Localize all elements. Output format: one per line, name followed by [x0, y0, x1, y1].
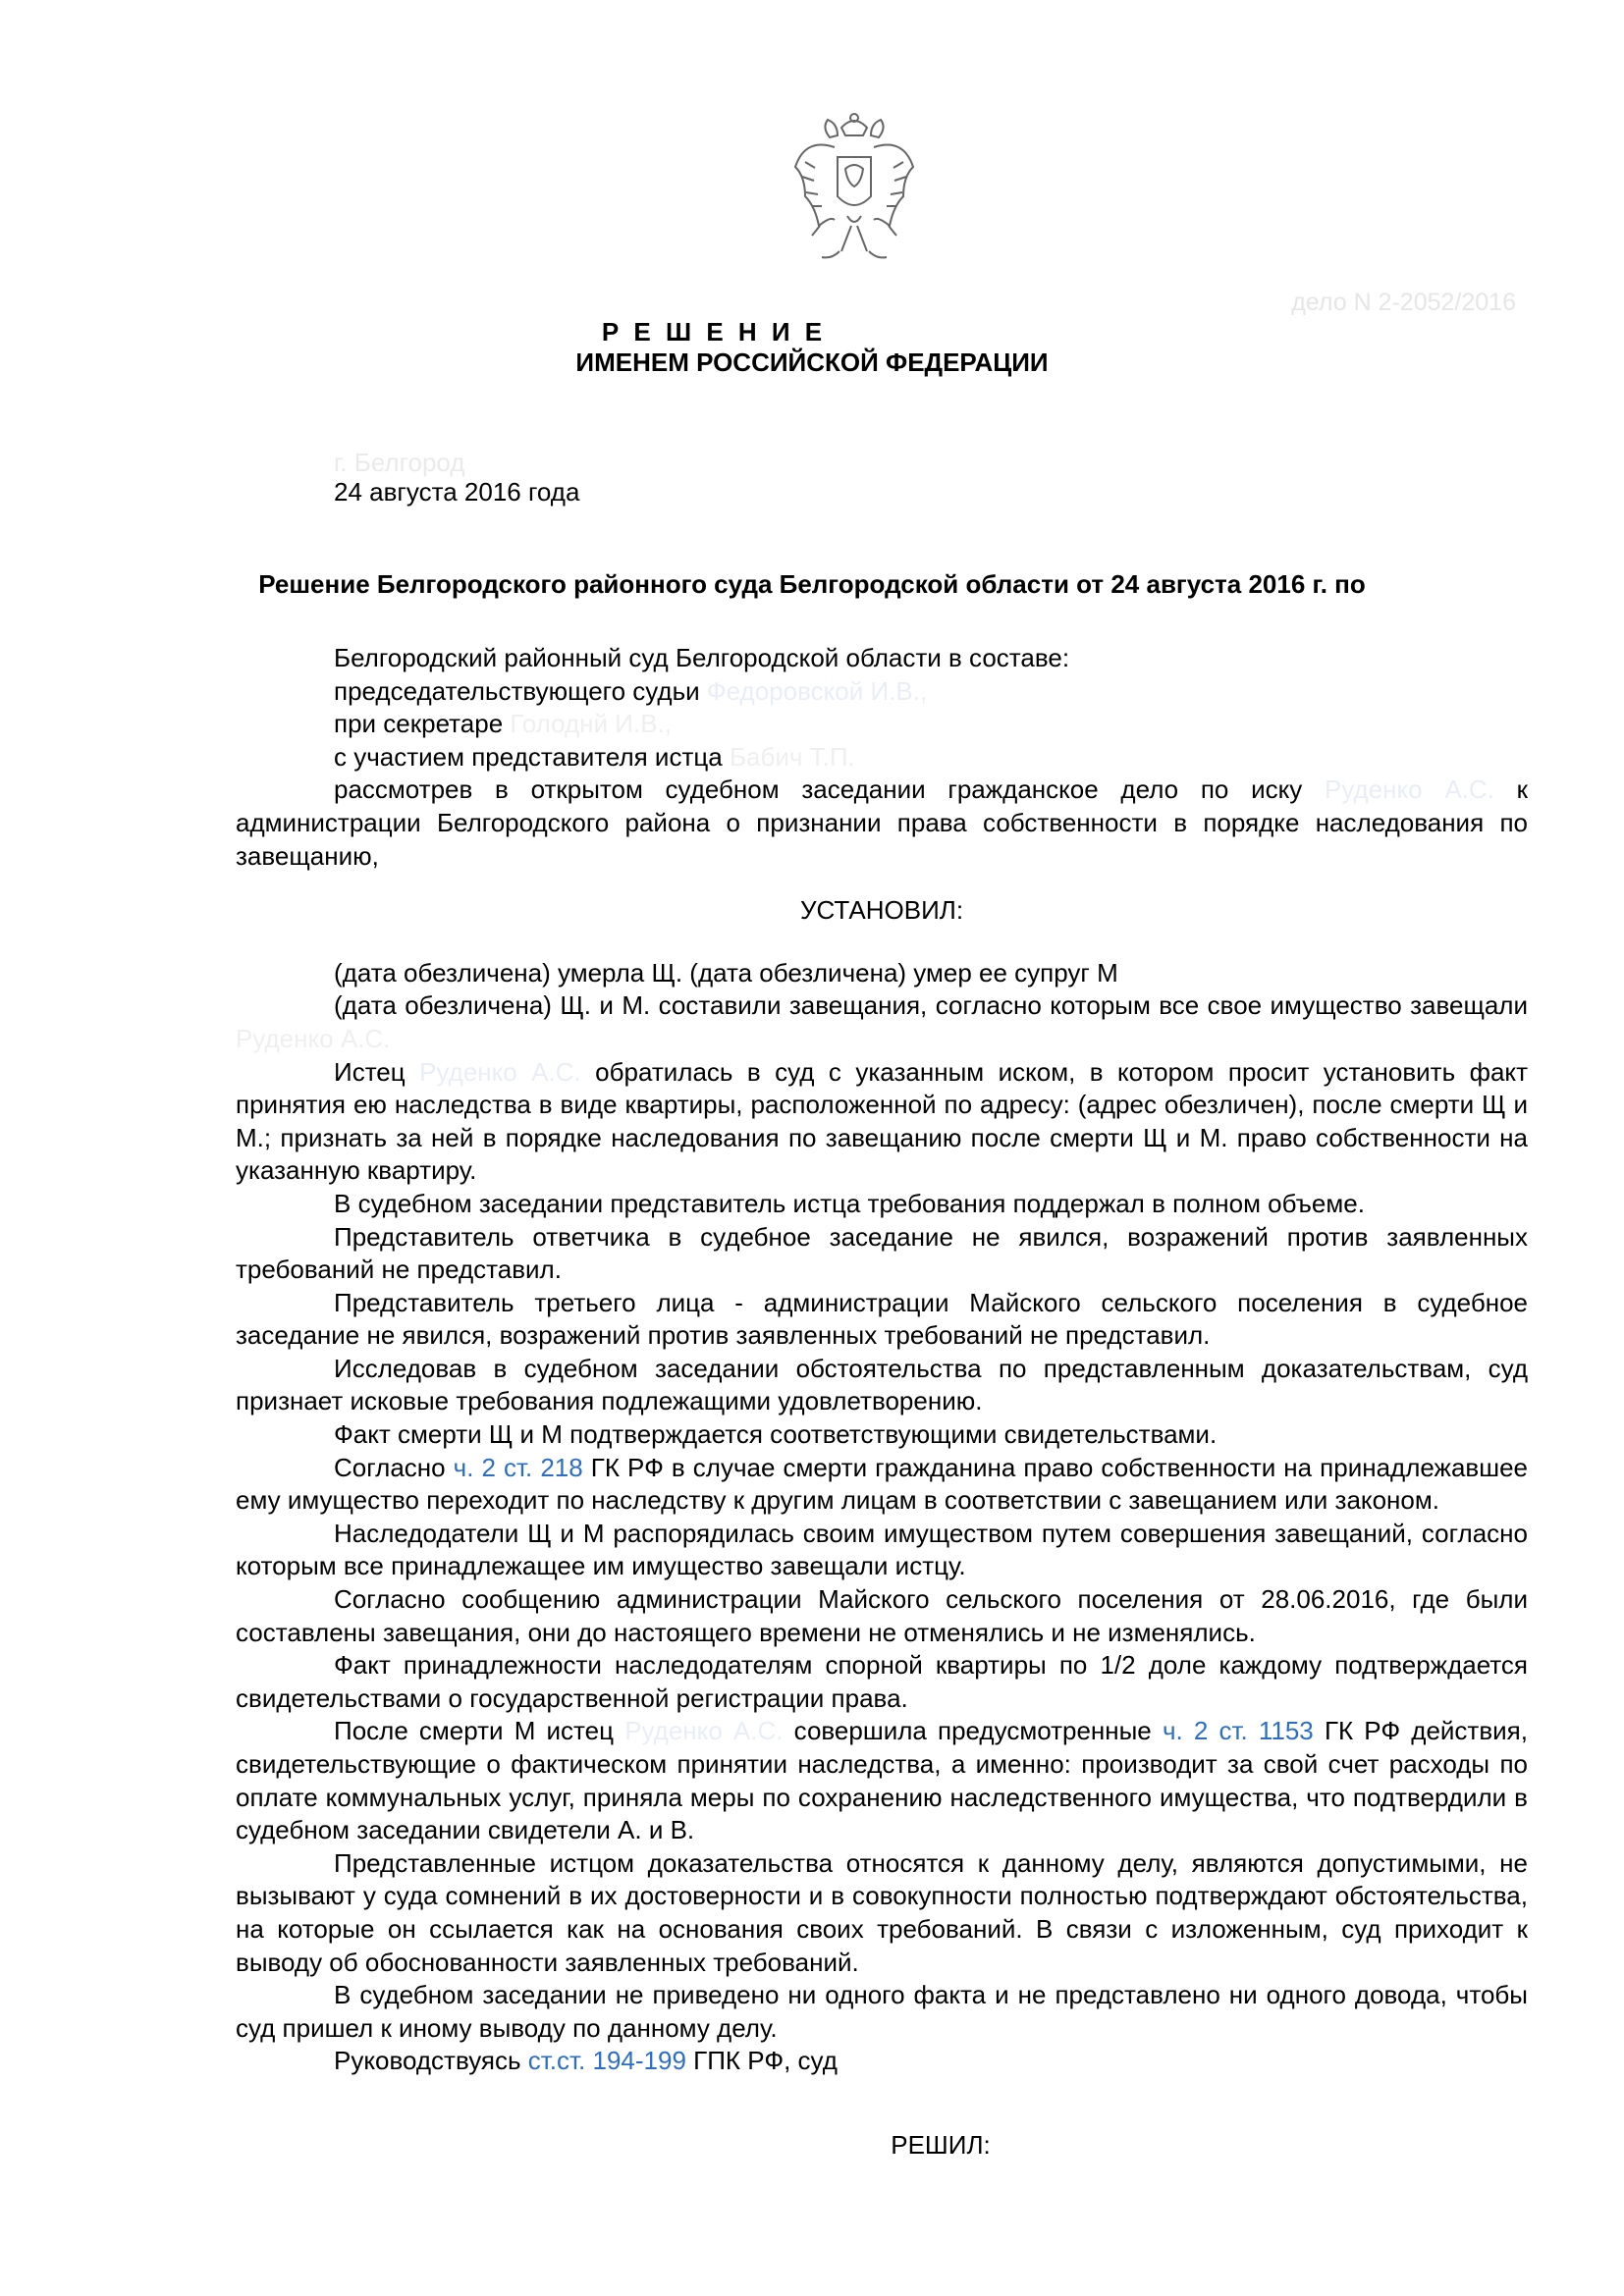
plaintiff-name: Руденко А.С. — [419, 1056, 581, 1087]
paragraph: Истец Руденко А.С. обратилась в суд с указанным иском, в котором просит установить факт принятия ею наследства в виде квартиры, расположенной по адресу: (адрес обезличен), после смерти Щ и М.; признать за ней в порядке наследования по завещанию после смерти Щ и М. право собственности на указанную квартиру. — [236, 1056, 1529, 1186]
law-link[interactable]: ч. 2 ст. 218 — [453, 1452, 583, 1482]
plaintiff-name: Руденко А.С. — [236, 1023, 391, 1053]
paragraph: (дата обезличена) умерла Щ. (дата обезличена) умер ее супруг М — [334, 957, 1118, 988]
paragraph: Представитель ответчика в судебное заседание не явился, возражений против заявленных требований не представил. — [236, 1221, 1528, 1285]
reshil-heading: РЕШИЛ: — [891, 2129, 991, 2160]
case-number: дело N 2-2052/2016 — [1291, 289, 1516, 316]
judge-line — [236, 675, 1528, 709]
paragraph: Факт смерти Щ и М подтверждается соответствующими свидетельствами. — [334, 1419, 1218, 1450]
document-body — [236, 642, 1528, 2163]
paragraph: В судебном заседании представитель истца требования поддержал в полном объеме. — [334, 1188, 1365, 1218]
judge-name: Федоровской И.В., — [706, 675, 928, 706]
document-subtitle: ИМЕНЕМ РОССИЙСКОЙ ФЕДЕРАЦИИ — [575, 347, 1049, 377]
plaintiff-name: Руденко А.С. — [624, 1716, 784, 1746]
law-link[interactable]: ч. 2 ст. 1153 — [1162, 1716, 1314, 1746]
paragraph: Представитель третьего лица - администрации Майского сельского поселения в судебное заседание не явился, возражений против заявленных требований не представил. — [236, 1287, 1528, 1351]
case-description: рассмотрев в открытом судебном заседании гражданское дело по иску Руденко А.С. к администрации Белгородского района о признании права собственности в порядке наследования по завещанию, — [236, 774, 1528, 871]
document-title: Р Е Ш Е Н И Е — [601, 317, 827, 347]
secretary-line — [236, 708, 1528, 741]
court-composition: Белгородский районный суд Белгородской области в составе: — [334, 643, 1070, 672]
paragraph: Исследовав в судебном заседании обстоятельства по представленным доказательствам, суд признает исковые требования подлежащими удовлетворению. — [236, 1353, 1528, 1416]
paragraph: Представленные истцом доказательства относятся к данному делу, являются допустимыми, не вызывают у суда сомнений в их достоверности и в совокупности полностью подтверждают обстоятельства, на которые он ссылается как на основания своих требований. В связи с изложенным, суд приходит к выводу об обоснованности заявленных требований. — [236, 1847, 1528, 1977]
paragraph: (дата обезличена) Щ. и М. составили завещания, согласно которым все свое имущество завещали Руденко А.С. — [236, 990, 1528, 1053]
paragraph: Факт принадлежности наследодателям спорной квартиры по 1/2 доле каждому подтверждается свидетельствами о государственной регистрации права. — [236, 1650, 1528, 1713]
plaintiff-name: Руденко А.С. — [1325, 774, 1494, 805]
paragraph: Согласно сообщению администрации Майского сельского поселения от 28.06.2016, где были составлены завещания, они до настоящего времени не отменялись и не изменялись. — [236, 1584, 1528, 1647]
paragraph: Наследодатели Щ и М распорядилась своим имуществом путем совершения завещаний, согласно которым все принадлежащее им имущество завещали истцу. — [236, 1518, 1528, 1581]
judge-label: председательствующего судьи — [334, 675, 700, 706]
representative-name: Бабич Т.П. — [729, 741, 855, 772]
paragraph: Согласно ч. 2 ст. 218 ГК РФ в случае смерти гражданина право собственности на принадлежавшее ему имущество переходит по наследству к другим лицам в соответствии с завещанием или законом. — [236, 1452, 1529, 1516]
representative-line — [236, 741, 1528, 774]
law-link[interactable]: ст.ст. 194-199 — [527, 2046, 686, 2076]
paragraph: После смерти М истец Руденко А.С. совершила предусмотренные ч. 2 ст. 1153 ГК РФ действия, свидетельствующие о фактическом принятии наследства, а именно: производит за свой счет расходы по оплате коммунальных услуг, приняла меры по сохранению наследственного имущества, что подтвердили в судебном заседании свидетели А. и В. — [236, 1716, 1528, 1845]
representative-label: с участием представителя истца — [334, 741, 723, 772]
decision-heading: Решение Белгородского районного суда Белгородской области от 24 августа 2016 г. по — [258, 569, 1366, 599]
secretary-name: Голоднй И.В., — [510, 709, 672, 739]
coat-of-arms-emblem — [790, 108, 918, 275]
paragraph: В судебном заседании не приведено ни одного факта и не представлено ни одного довода, чтобы суд пришел к иному выводу по данному делу. — [236, 1980, 1528, 2043]
decision-date: 24 августа 2016 года — [334, 477, 580, 507]
paragraph: Руководствуясь ст.ст. 194-199 ГПК РФ, суд — [334, 2046, 838, 2076]
city: г. Белгород — [334, 448, 465, 477]
ustanovil-heading: УСТАНОВИЛ: — [799, 895, 964, 926]
secretary-label: при секретаре — [334, 709, 504, 739]
